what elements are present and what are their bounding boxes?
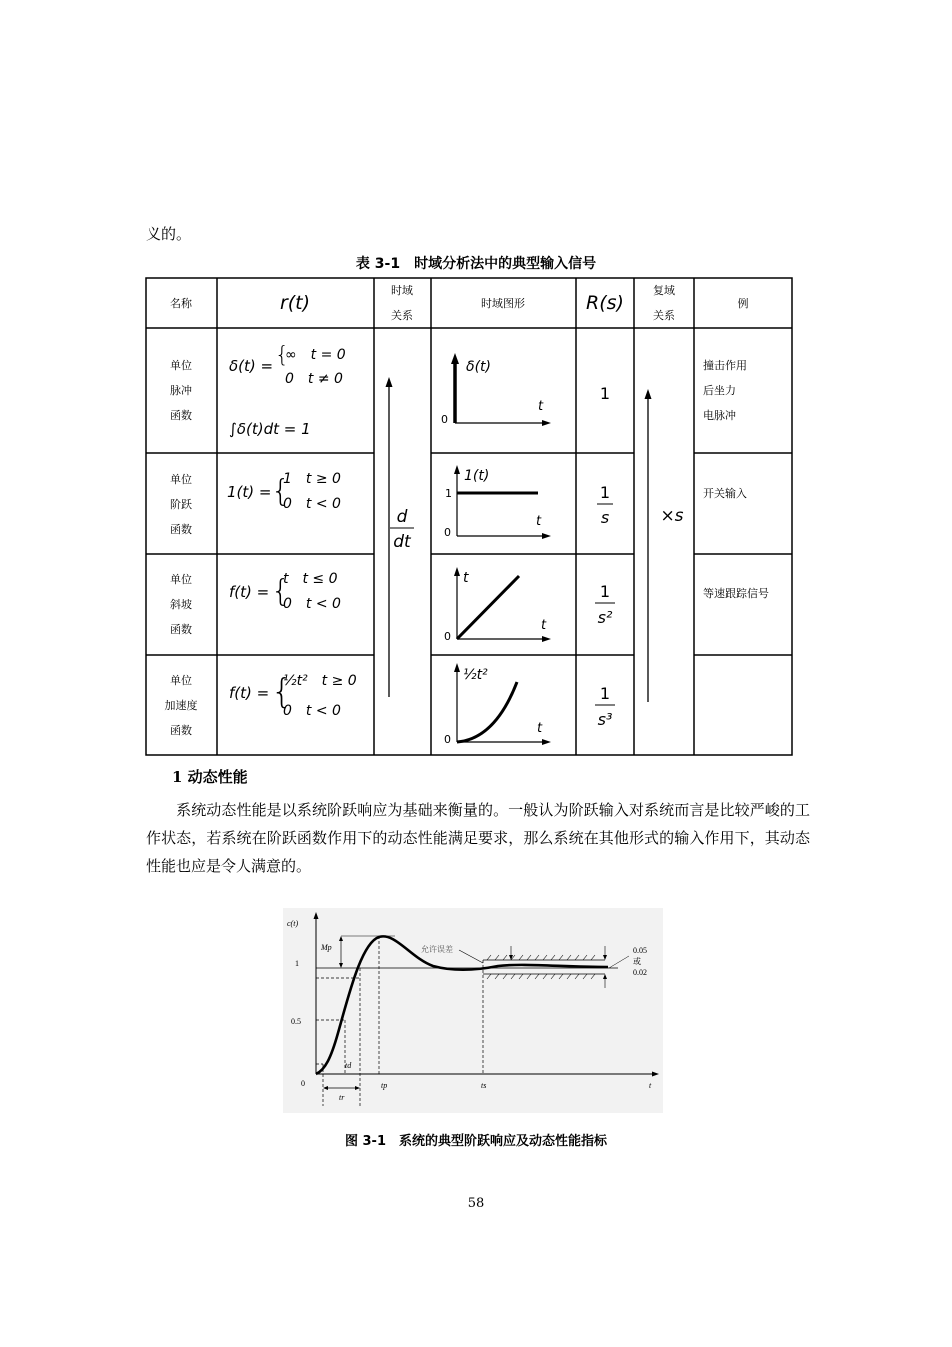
paragraph-text: 系统动态性能是以系统阶跃响应为基础来衡量的。一般认为阶跃输入对系统而言是比较严峻的工作状态，若系统在阶跃函数作用下的动态性能满足要求，那么系统在其他形式的输入作用下，其动态性能也应是令人满意的。 xyxy=(146,801,810,875)
row1-example-3: 电脉冲 xyxy=(703,409,736,422)
row1-name-2: 脉冲 xyxy=(170,384,192,397)
row4-name-2: 加速度 xyxy=(164,699,198,712)
row1-formula-case1: ∞ t = 0 xyxy=(285,347,346,363)
tick-05: 0.5 xyxy=(291,1017,301,1026)
row4-name-3: 函数 xyxy=(170,724,192,737)
row1-formula-lhs: δ(t) = xyxy=(229,357,274,375)
svg-text:t: t xyxy=(537,721,543,736)
row2-example: 开关输入 xyxy=(703,487,747,500)
row2-name-3: 函数 xyxy=(170,523,192,536)
header-time-relation-2: 关系 xyxy=(391,309,413,322)
row3-name-1: 单位 xyxy=(170,573,192,586)
figure-caption: 图 3-1 系统的典型阶跃响应及动态性能指标 xyxy=(344,1134,607,1149)
svg-text:1: 1 xyxy=(599,582,611,601)
tp-label: tp xyxy=(381,1081,388,1090)
page-number: 58 xyxy=(467,1196,485,1211)
row2-formula-case2: 0 t < 0 xyxy=(283,496,341,512)
table-caption: 表 3-1 时域分析法中的典型输入信号 xyxy=(355,256,597,272)
svg-text:d: d xyxy=(396,507,408,527)
svg-text:t: t xyxy=(541,618,547,633)
signal-table xyxy=(145,277,793,756)
tolerance-value-b: 0.02 xyxy=(633,968,647,977)
svg-text:t: t xyxy=(536,514,542,529)
row4-rs xyxy=(595,684,615,729)
header-freq-relation-1: 复域 xyxy=(653,284,675,297)
row2-name-2: 阶跃 xyxy=(170,498,192,511)
header-rt: r(t) xyxy=(279,292,311,314)
row1-graph xyxy=(441,353,551,426)
row4-graph xyxy=(444,663,551,746)
svg-text:½t²: ½t² xyxy=(463,667,488,683)
header-example: 例 xyxy=(737,297,749,310)
row3-graph xyxy=(444,567,551,643)
row1-name-1: 单位 xyxy=(170,359,192,372)
row1-formula-case2: 0 t ≠ 0 xyxy=(285,371,343,387)
row4-formula-case2: 0 t < 0 xyxy=(283,703,341,719)
tick-1: 1 xyxy=(295,959,299,968)
row2-name-1: 单位 xyxy=(170,473,192,486)
x-axis-label: t xyxy=(649,1081,652,1090)
row4-formula-case1: ½t² t ≥ 0 xyxy=(283,673,357,689)
row1-example-2: 后坐力 xyxy=(703,384,736,397)
row1-example-1: 撞击作用 xyxy=(703,359,747,372)
tolerance-value-or: 或 xyxy=(633,957,641,966)
header-time-relation-1: 时域 xyxy=(391,284,413,297)
row1-rs: 1 xyxy=(599,384,611,403)
lead-text: 义的。 xyxy=(146,225,192,243)
header-time-graph: 时域图形 xyxy=(481,297,525,310)
freq-relation-arrow xyxy=(645,389,652,702)
header-freq-relation-2: 关系 xyxy=(653,309,675,322)
row4-formula-lhs: f(t) = xyxy=(229,684,270,702)
row3-formula-case1: t t ≤ 0 xyxy=(283,571,338,587)
row1-formula-integral: ∫δ(t)dt = 1 xyxy=(229,420,311,438)
freq-relation-times-s: ×s xyxy=(660,506,684,526)
row1-brace: { xyxy=(275,343,289,368)
svg-text:0: 0 xyxy=(441,413,448,426)
svg-text:s²: s² xyxy=(597,608,613,627)
body-paragraph xyxy=(146,796,810,880)
row3-name-2: 斜坡 xyxy=(170,598,192,611)
td-label: td xyxy=(345,1061,352,1070)
svg-text:0: 0 xyxy=(444,733,451,746)
row1-name-3: 函数 xyxy=(170,409,192,422)
svg-text:dt: dt xyxy=(393,532,411,552)
mp-label: Mp xyxy=(321,943,332,952)
time-relation-derivative xyxy=(390,507,414,552)
tolerance-label: 允许误差 xyxy=(421,945,453,954)
row3-formula-case2: 0 t < 0 xyxy=(283,596,341,612)
row3-rs xyxy=(595,582,615,627)
row3-formula-lhs: f(t) = xyxy=(229,583,270,601)
row2-formula-lhs: 1(t) = xyxy=(227,483,272,501)
svg-text:s³: s³ xyxy=(597,710,613,729)
step-response-figure xyxy=(283,908,663,1113)
time-relation-arrow xyxy=(386,377,393,697)
tick-0: 0 xyxy=(301,1079,305,1088)
row3-example: 等速跟踪信号 xyxy=(703,587,769,600)
row2-rs xyxy=(597,483,613,527)
header-name: 名称 xyxy=(170,297,192,310)
svg-text:1(t): 1(t) xyxy=(464,468,490,484)
row4-name-1: 单位 xyxy=(170,674,192,687)
header-rs: R(s) xyxy=(586,292,624,314)
svg-text:0: 0 xyxy=(444,526,451,539)
row3-name-3: 函数 xyxy=(170,623,192,636)
row4-brace: { xyxy=(271,672,293,712)
svg-text:1: 1 xyxy=(445,487,452,500)
svg-text:t: t xyxy=(538,399,544,414)
svg-text:δ(t): δ(t) xyxy=(466,359,491,375)
svg-text:1: 1 xyxy=(599,684,611,703)
tr-label: tr xyxy=(339,1093,345,1102)
row2-graph xyxy=(444,465,551,539)
tolerance-value-a: 0.05 xyxy=(633,946,647,955)
row3-brace: { xyxy=(271,574,291,609)
row2-brace: { xyxy=(271,474,291,509)
ts-label: ts xyxy=(481,1081,487,1090)
section-heading: 1 动态性能 xyxy=(172,768,248,786)
row2-formula-case1: 1 t ≥ 0 xyxy=(283,471,341,487)
svg-text:1: 1 xyxy=(599,483,611,502)
y-axis-label: c(t) xyxy=(287,919,299,928)
svg-text:s: s xyxy=(600,508,610,527)
svg-text:t: t xyxy=(463,570,469,586)
svg-text:0: 0 xyxy=(444,630,451,643)
